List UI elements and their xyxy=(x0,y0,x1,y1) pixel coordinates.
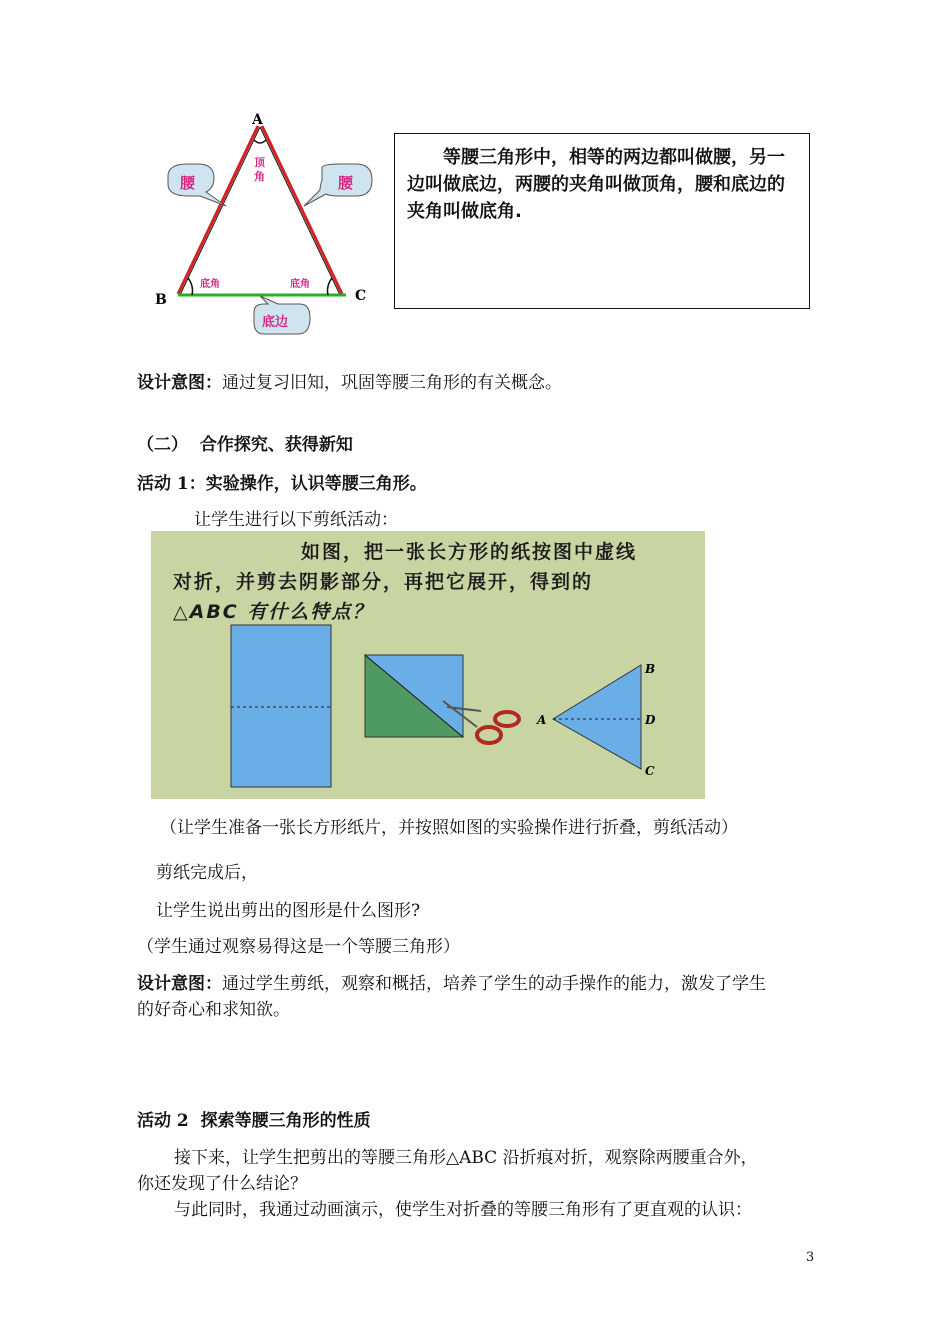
activity-2-paragraph-1-line-1: 接下来，让学生把剪出的等腰三角形△ABC 沿折痕对折，观察除两腰重合外， xyxy=(174,1148,758,1168)
section-heading: （二） 合作探究、获得新知 xyxy=(137,435,353,455)
vertex-label-a: A xyxy=(252,112,263,128)
isosceles-triangle-figure xyxy=(150,108,380,340)
design-intent-2-text-2: 的好奇心和求知欲。 xyxy=(137,1000,290,1020)
triangle-side-ac xyxy=(262,126,342,294)
activity-1-intro: 让学生进行以下剪纸活动： xyxy=(194,510,398,530)
point-label-c: C xyxy=(645,764,655,778)
line-cutting-done: 剪纸完成后， xyxy=(156,863,258,883)
line-ask-shape: 让学生说出剪出的图形是什么图形? xyxy=(156,901,421,921)
activity-2-paragraph-1-line-2: 你还发现了什么结论？ xyxy=(137,1174,307,1194)
apex-angle-char2: 角 xyxy=(254,170,265,183)
base-angle-arc-right xyxy=(328,278,333,295)
base-angle-label-left: 底角 xyxy=(200,279,220,290)
vertex-label-b: B xyxy=(155,292,167,308)
leg-bubble-left xyxy=(168,164,226,206)
line-answer: （学生通过观察易得这是一个等腰三角形） xyxy=(137,937,460,957)
triangle-side-ab xyxy=(178,126,258,294)
activity-2-heading: 活动 2 探索等腰三角形的性质 xyxy=(137,1111,371,1131)
design-intent-2-text-1: 通过学生剪纸，观察和概括，培养了学生的动手操作的能力，激发了学生 xyxy=(222,974,766,994)
definition-box: 等腰三角形中，相等的两边都叫做腰，另一边叫做底边，两腰的夹角叫做顶角，腰和底边的夹角叫做底角. xyxy=(394,133,810,309)
design-intent-text: 通过复习旧知，巩固等腰三角形的有关概念。 xyxy=(222,373,562,393)
figure-caption-line-1: 如图，把一张长方形的纸按图中虚线 xyxy=(301,541,638,563)
design-intent-1 xyxy=(137,370,562,396)
design-intent-label: 设计意图： xyxy=(137,373,222,393)
apex-angle-arc xyxy=(254,140,266,143)
design-intent-2 xyxy=(137,971,766,997)
rectangle-paper xyxy=(231,625,331,787)
leg-label-left: 腰 xyxy=(180,174,196,192)
design-intent-2-label: 设计意图： xyxy=(137,974,222,994)
note-preparation: （让学生准备一张长方形纸片，并按照如图的实验操作进行折叠，剪纸活动） xyxy=(160,818,738,838)
point-label-d: D xyxy=(645,713,656,727)
leg-label-right: 腰 xyxy=(338,174,354,192)
figure-caption-line-3: △ABC 有什么特点？ xyxy=(173,601,374,623)
vertex-label-c: C xyxy=(355,288,367,304)
base-label: 底边 xyxy=(262,315,289,330)
figure-caption-line-2: 对折，并剪去阴影部分，再把它展开，得到的 xyxy=(173,571,594,593)
base-angle-arc-left xyxy=(188,278,193,295)
activity-1-heading: 活动 1：实验操作，认识等腰三角形。 xyxy=(137,474,427,494)
paper-cutting-figure xyxy=(151,531,705,799)
apex-angle-char1: 顶 xyxy=(254,156,265,169)
point-label-b: B xyxy=(645,662,656,676)
base-angle-label-right: 底角 xyxy=(290,279,310,290)
point-label-a: A xyxy=(537,713,547,727)
page-number: 3 xyxy=(806,1250,815,1265)
activity-2-paragraph-2: 与此同时，我通过动画演示，使学生对折叠的等腰三角形有了更直观的认识： xyxy=(174,1200,752,1220)
result-triangle xyxy=(553,665,641,769)
